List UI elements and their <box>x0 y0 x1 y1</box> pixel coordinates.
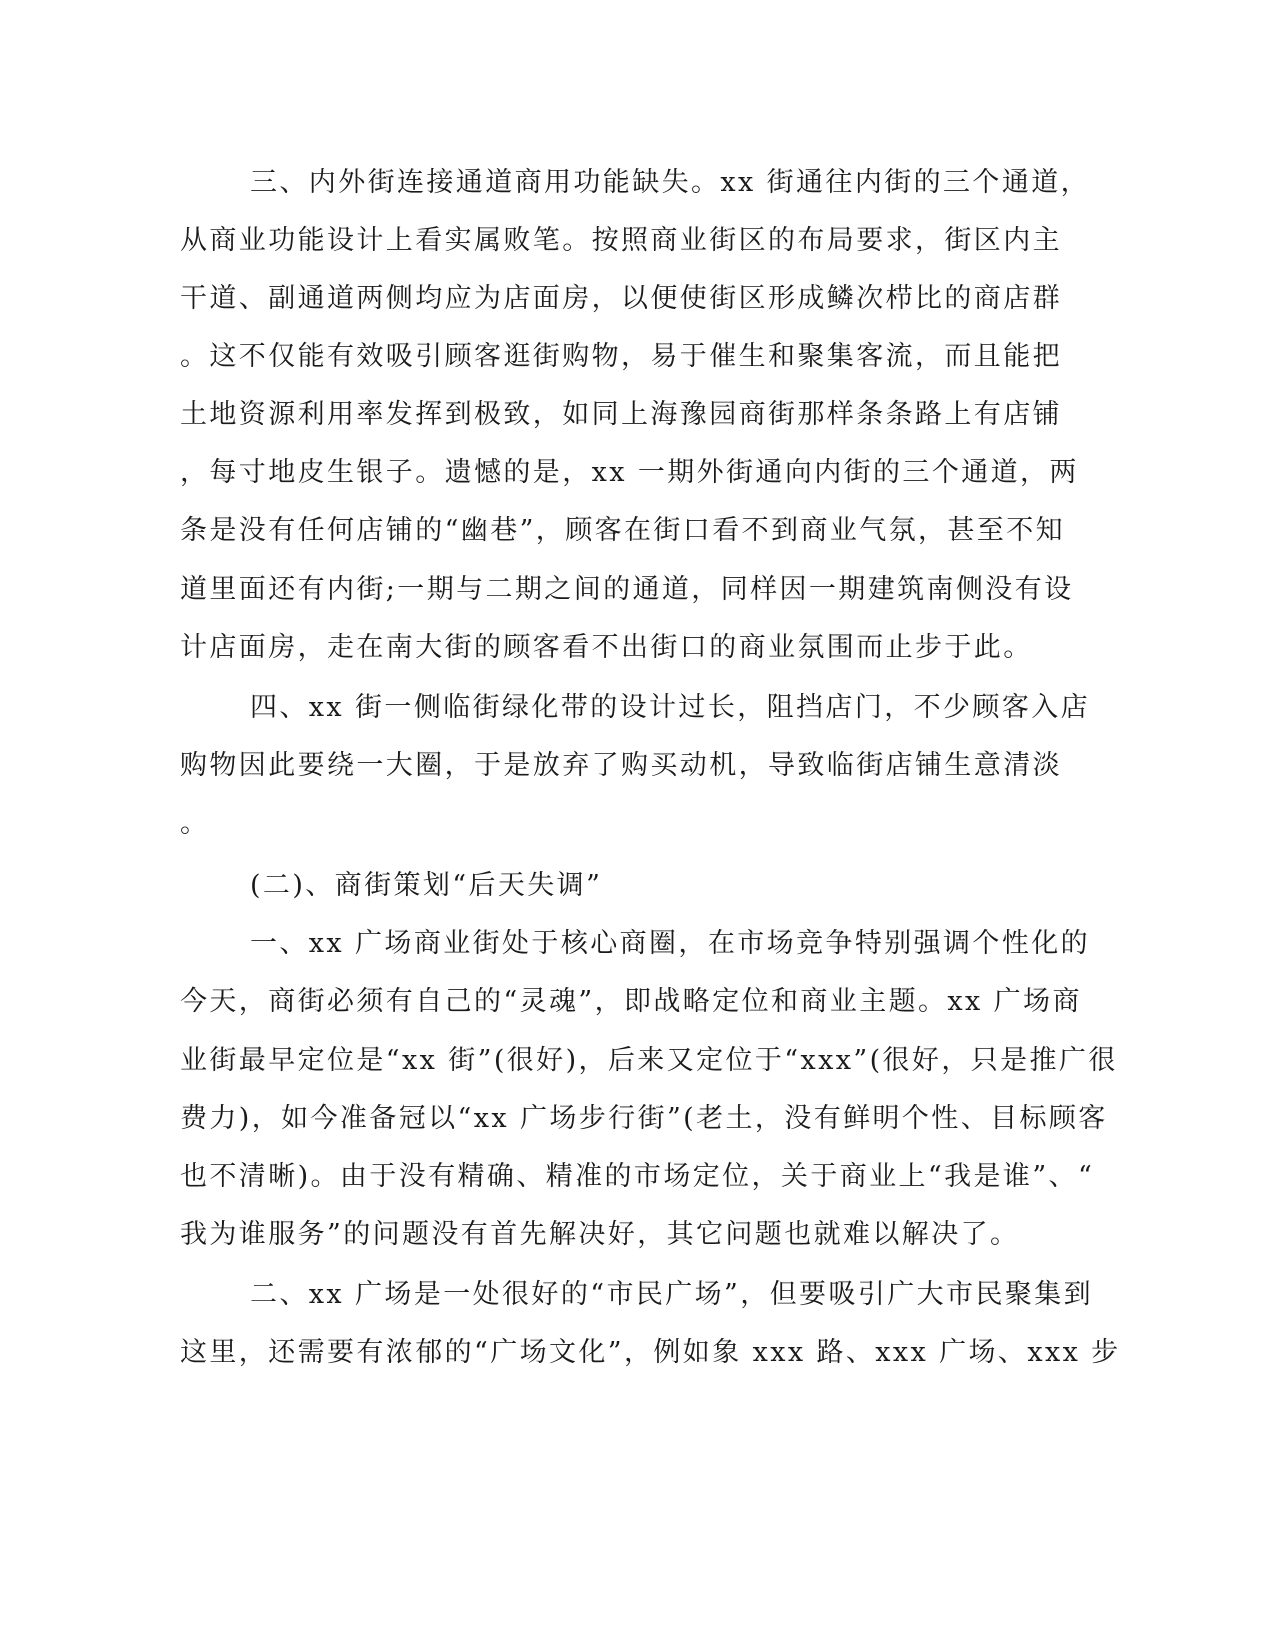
section-heading: (二)、商街策划“后天失调” <box>250 870 603 901</box>
text-line: 四、xx 街一侧临街绿化带的设计过长，阻挡店门，不少顾客入店 <box>250 692 1091 723</box>
text-line: 今天，商街必须有自己的“灵魂”，即战略定位和商业主题。xx 广场商 <box>180 986 1082 1017</box>
text-line: 三、内外街连接通道商用功能缺失。xx 街通往内街的三个通道， <box>250 167 1091 198</box>
text-line: ，每寸地皮生银子。遗憾的是，xx 一期外街通向内街的三个通道，两 <box>180 457 1079 488</box>
text-line: 也不清晰)。由于没有精确、精准的市场定位，关于商业上“我是谁”、“ <box>180 1161 1095 1192</box>
text-line: 土地资源利用率发挥到极致，如同上海豫园商街那样条条路上有店铺 <box>180 399 1062 430</box>
text-line: 从商业功能设计上看实属败笔。按照商业街区的布局要求，街区内主 <box>180 225 1062 256</box>
text-line: 计店面房，走在南大街的顾客看不出街口的商业氛围而止步于此。 <box>180 632 1033 663</box>
text-line: 道里面还有内街;一期与二期之间的通道，同样因一期建筑南侧没有设 <box>180 574 1074 605</box>
text-line: 业街最早定位是“xx 街”(很好)，后来又定位于“xxx”(很好，只是推广很 <box>180 1045 1118 1076</box>
text-line: 。 <box>180 808 210 839</box>
text-line: 二、xx 广场是一处很好的“市民广场”，但要吸引广大市民聚集到 <box>250 1279 1094 1310</box>
text-line: 购物因此要绕一大圈，于是放弃了购买动机，导致临街店铺生意清淡 <box>180 750 1062 781</box>
text-line: 费力)，如今准备冠以“xx 广场步行街”(老土，没有鲜明个性、目标顾客 <box>180 1103 1108 1134</box>
text-line: 干道、副通道两侧均应为店面房，以便使街区形成鳞次栉比的商店群 <box>180 283 1062 314</box>
text-line: 这里，还需要有浓郁的“广场文化”，例如象 xxx 路、xxx 广场、xxx 步 <box>180 1337 1121 1368</box>
text-line: 一、xx 广场商业街处于核心商圈，在市场竞争特别强调个性化的 <box>250 928 1091 959</box>
text-line: 我为谁服务”的问题没有首先解决好，其它问题也就难以解决了。 <box>180 1219 1020 1250</box>
text-line: 条是没有任何店铺的“幽巷”，顾客在街口看不到商业气氛，甚至不知 <box>180 515 1066 546</box>
text-line: 。这不仅能有效吸引顾客逛街购物，易于催生和聚集客流，而且能把 <box>180 341 1062 372</box>
